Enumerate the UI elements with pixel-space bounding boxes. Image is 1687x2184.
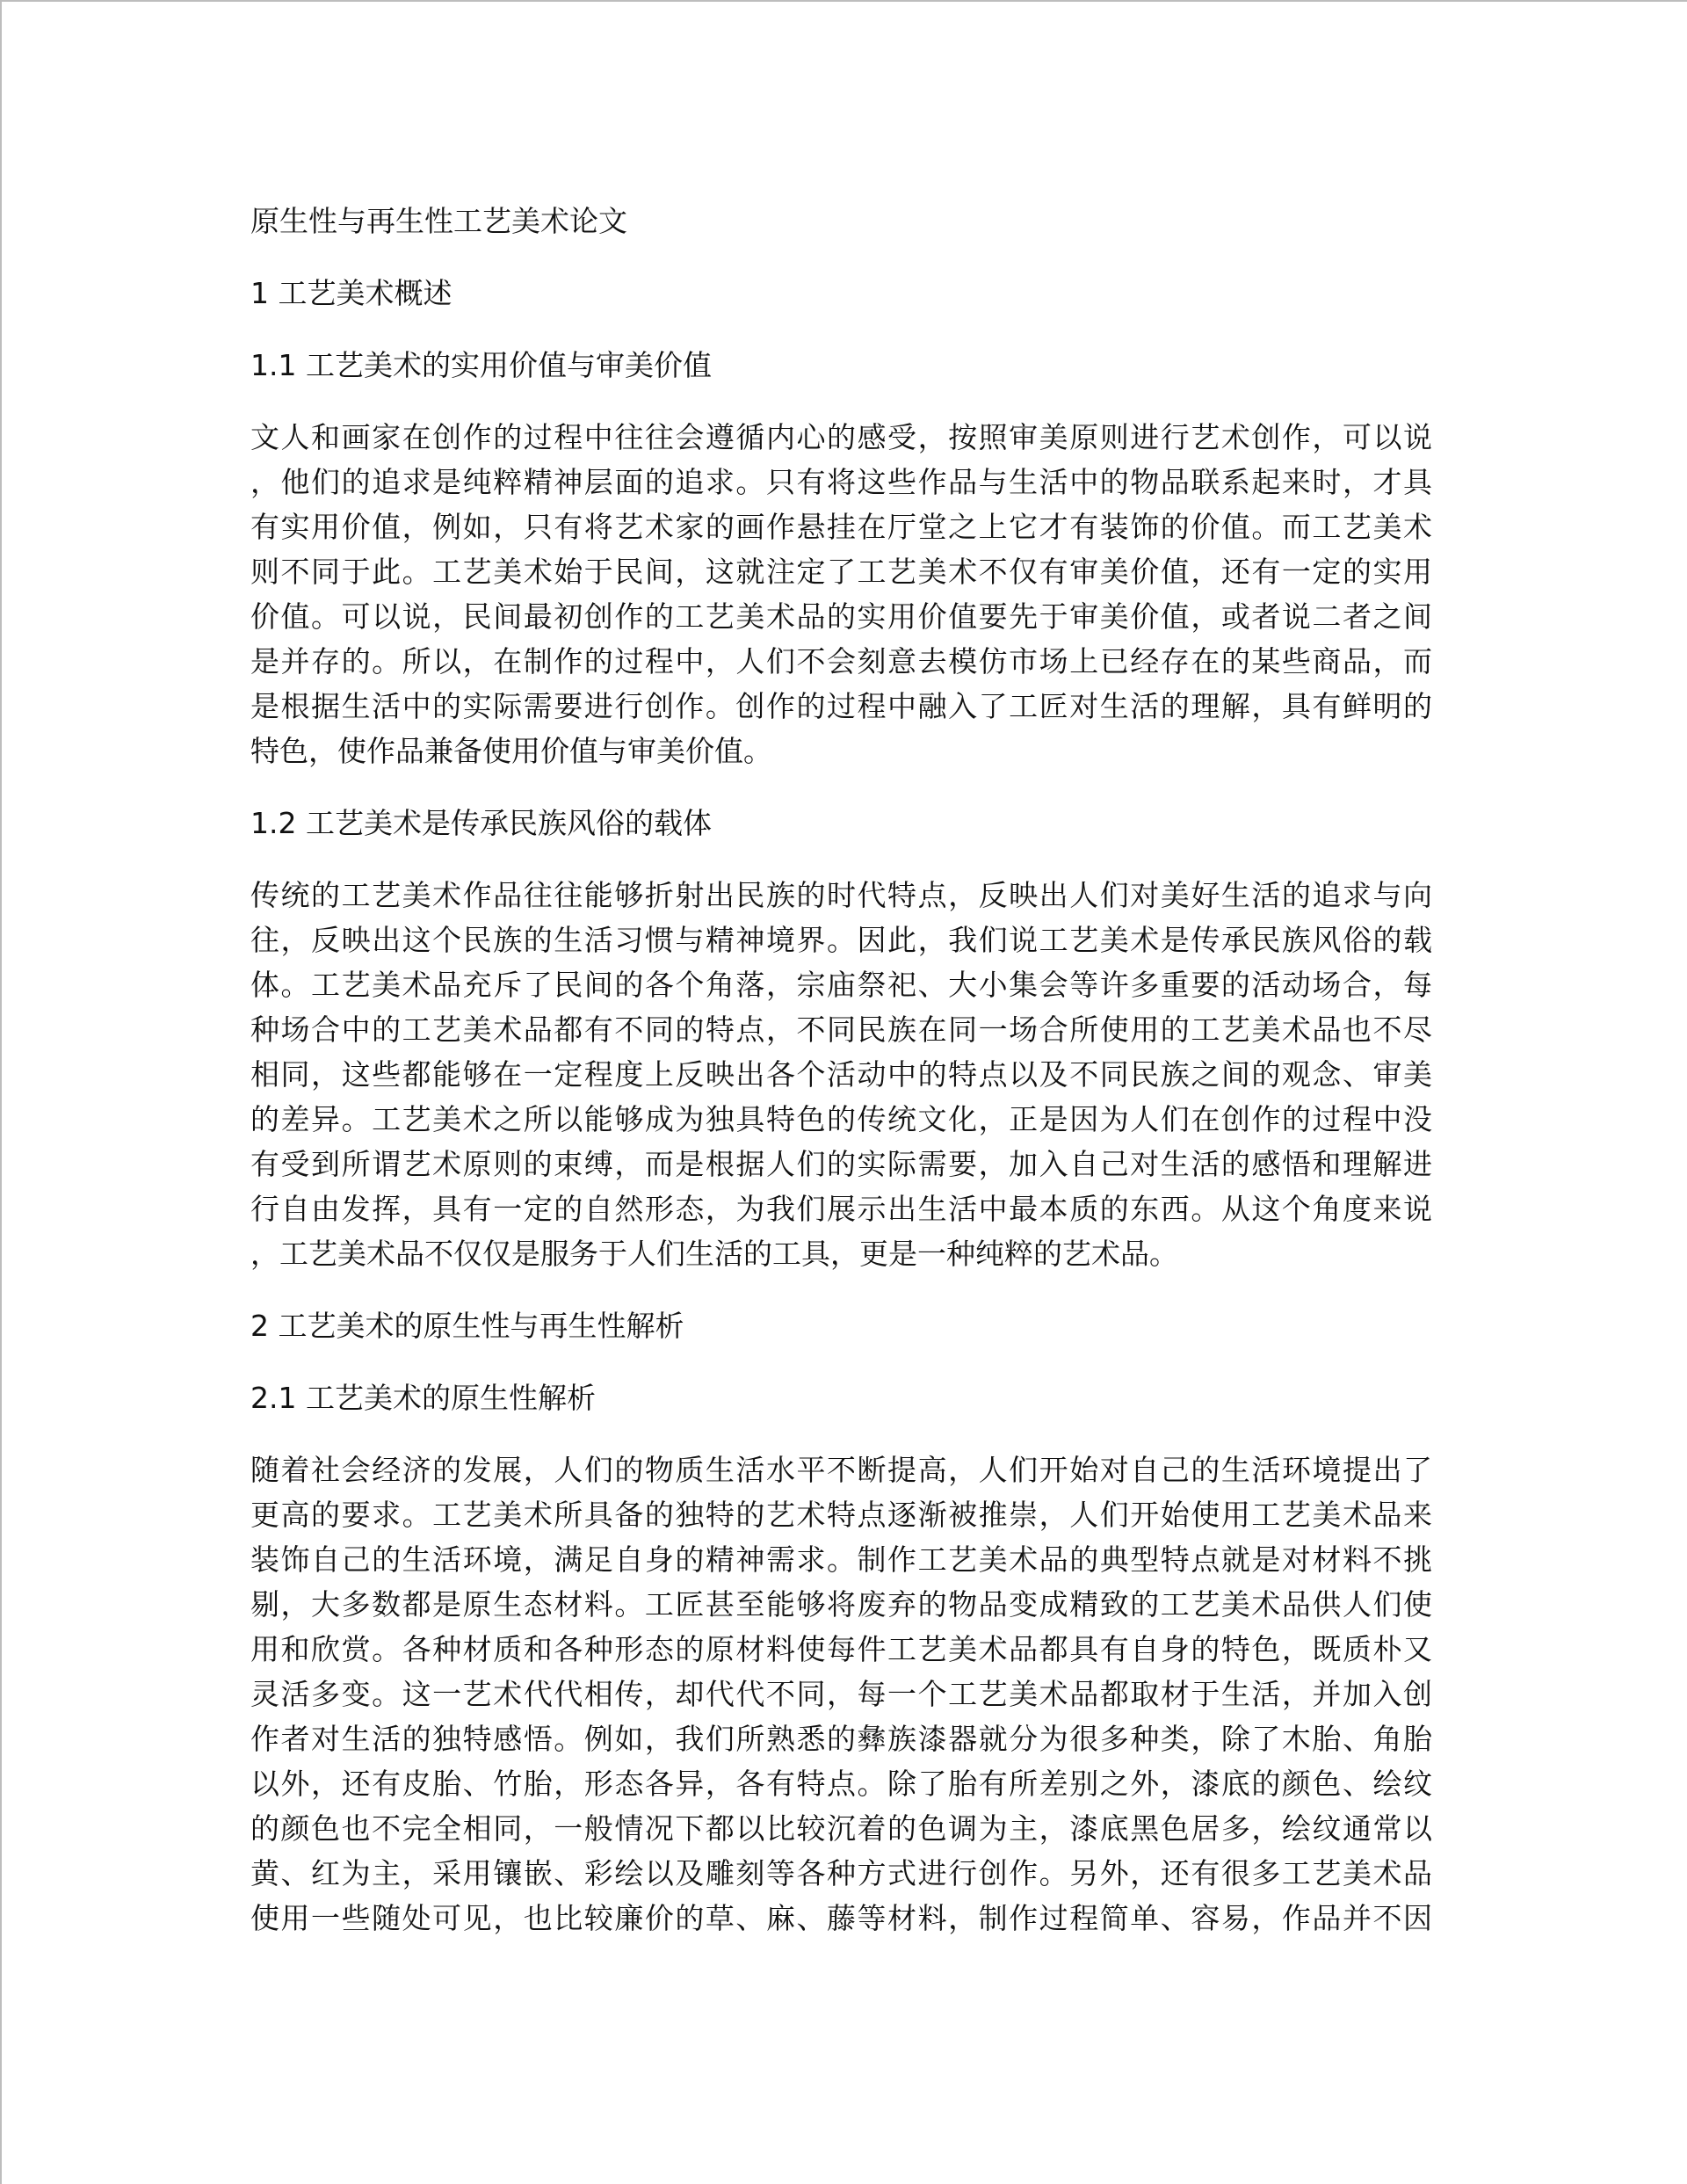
section-heading: 1.2 工艺美术是传承民族风俗的载体 bbox=[250, 806, 712, 840]
paragraph-line: 随着社会经济的发展，人们的物质生活水平不断提高，人们开始对自己的生活环境提出了 bbox=[250, 1453, 1432, 1487]
paragraph-line: 作者对生活的独特感悟。例如，我们所熟悉的彝族漆器就分为很多种类，除了木胎、角胎 bbox=[250, 1722, 1432, 1756]
paragraph-line: 更高的要求。工艺美术所具备的独特的艺术特点逐渐被推崇，人们开始使用工艺美术品来 bbox=[250, 1498, 1432, 1532]
paragraph-line: 黄、红为主，采用镶嵌、彩绘以及雕刻等各种方式进行创作。另外，还有很多工艺美术品 bbox=[250, 1856, 1432, 1890]
paragraph-line: 传统的工艺美术作品往往能够折射出民族的时代特点，反映出人们对美好生活的追求与向 bbox=[250, 878, 1432, 912]
section-heading: 2.1 工艺美术的原生性解析 bbox=[250, 1381, 596, 1415]
section-heading: 1.1 工艺美术的实用价值与审美价值 bbox=[250, 348, 712, 382]
paragraph-line: 则不同于此。工艺美术始于民间，这就注定了工艺美术不仅有审美价值，还有一定的实用 bbox=[250, 555, 1432, 589]
paragraph-line: 行自由发挥，具有一定的自然形态，为我们展示出生活中最本质的东西。从这个角度来说 bbox=[250, 1192, 1432, 1226]
paragraph-line: 以外，还有皮胎、竹胎，形态各异，各有特点。除了胎有所差别之外，漆底的颜色、绘纹 bbox=[250, 1767, 1432, 1801]
document-body bbox=[250, 199, 1432, 1968]
paragraph-line: 灵活多变。这一艺术代代相传，却代代不同，每一个工艺美术品都取材于生活，并加入创 bbox=[250, 1677, 1432, 1711]
paragraph-line: 使用一些随处可见，也比较廉价的草、麻、藤等材料，制作过程简单、容易，作品并不因 bbox=[250, 1901, 1432, 1935]
paragraph-line: 特色，使作品兼备使用价值与审美价值。 bbox=[250, 734, 772, 768]
paragraph-line: 有实用价值，例如，只有将艺术家的画作悬挂在厅堂之上它才有装饰的价值。而工艺美术 bbox=[250, 510, 1432, 544]
paragraph-line: 用和欣赏。各种材质和各种形态的原材料使每件工艺美术品都具有自身的特色，既质朴又 bbox=[250, 1632, 1432, 1666]
paragraph-line: 剔，大多数都是原生态材料。工匠甚至能够将废弃的物品变成精致的工艺美术品供人们使 bbox=[250, 1587, 1432, 1622]
paragraph-line: 往，反映出这个民族的生活习惯与精神境界。因此，我们说工艺美术是传承民族风俗的载 bbox=[250, 923, 1432, 957]
paragraph bbox=[250, 1448, 1432, 1941]
paragraph-line: 价值。可以说，民间最初创作的工艺美术品的实用价值要先于审美价值，或者说二者之间 bbox=[250, 599, 1432, 634]
section-heading: 1 工艺美术概述 bbox=[250, 276, 453, 310]
paragraph bbox=[250, 873, 1432, 1276]
paragraph bbox=[250, 415, 1432, 773]
paragraph-line: ，他们的追求是纯粹精神层面的追求。只有将这些作品与生活中的物品联系起来时，才具 bbox=[250, 465, 1432, 499]
paragraph-line: 体。工艺美术品充斥了民间的各个角落，宗庙祭祀、大小集会等许多重要的活动场合，每 bbox=[250, 968, 1432, 1002]
paragraph-line: 种场合中的工艺美术品都有不同的特点，不同民族在同一场合所使用的工艺美术品也不尽 bbox=[250, 1012, 1432, 1047]
section-heading: 2 工艺美术的原生性与再生性解析 bbox=[250, 1309, 684, 1343]
paragraph-line: 有受到所谓艺术原则的束缚，而是根据人们的实际需要，加入自己对生活的感悟和理解进 bbox=[250, 1147, 1432, 1181]
document-title: 原生性与再生性工艺美术论文 bbox=[250, 204, 627, 238]
paragraph-line: 是并存的。所以，在制作的过程中，人们不会刻意去模仿市场上已经存在的某些商品，而 bbox=[250, 644, 1432, 678]
paragraph-line: 的颜色也不完全相同，一般情况下都以比较沉着的色调为主，漆底黑色居多，绘纹通常以 bbox=[250, 1811, 1432, 1846]
paragraph-line: 文人和画家在创作的过程中往往会遵循内心的感受，按照审美原则进行艺术创作，可以说 bbox=[250, 420, 1432, 454]
paragraph-line: 相同，这些都能够在一定程度上反映出各个活动中的特点以及不同民族之间的观念、审美 bbox=[250, 1057, 1432, 1092]
paragraph-line: 是根据生活中的实际需要进行创作。创作的过程中融入了工匠对生活的理解，具有鲜明的 bbox=[250, 689, 1432, 723]
paragraph-line: ，工艺美术品不仅仅是服务于人们生活的工具，更是一种纯粹的艺术品。 bbox=[250, 1237, 1178, 1271]
paragraph-line: 的差异。工艺美术之所以能够成为独具特色的传统文化，正是因为人们在创作的过程中没 bbox=[250, 1102, 1432, 1136]
paragraph-line: 装饰自己的生活环境，满足自身的精神需求。制作工艺美术品的典型特点就是对材料不挑 bbox=[250, 1542, 1432, 1577]
